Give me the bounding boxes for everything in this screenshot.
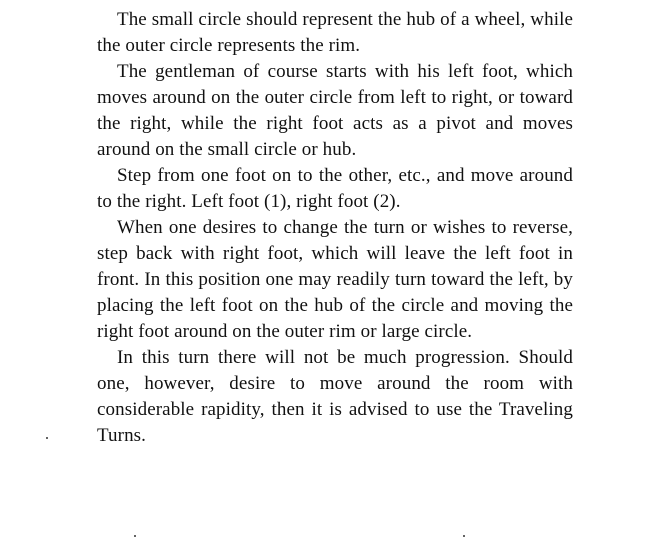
paragraph-3: Step from one foot on to the other, etc., and move around to the right. Left foot (1), right foot (2). bbox=[97, 165, 573, 212]
paragraph-4: When one desires to change the turn or wishes to reverse, step back with right foot, which will leave the left foot in front. In this position one may readily turn toward the left, by placing the left foot on the hub of the circle and moving the right foot around on the outer rim or large circle. bbox=[97, 217, 573, 342]
paragraph-5: In this turn there will not be much progression. Should one, however, desire to move around the room with considerable rapidity, then it is advised to use the Traveling Turns. bbox=[97, 347, 573, 446]
scan-speck bbox=[46, 437, 48, 439]
paragraph-1: The small circle should represent the hub of a wheel, while the outer circle represents the rim. bbox=[97, 9, 573, 56]
scan-speck bbox=[134, 535, 136, 537]
document-page bbox=[97, 7, 573, 449]
paragraph-2: The gentleman of course starts with his left foot, which moves around on the outer circle from left to right, or toward the right, while the right foot acts as a pivot and moves around on the small circle or hub. bbox=[97, 61, 573, 160]
scan-speck bbox=[463, 535, 465, 537]
